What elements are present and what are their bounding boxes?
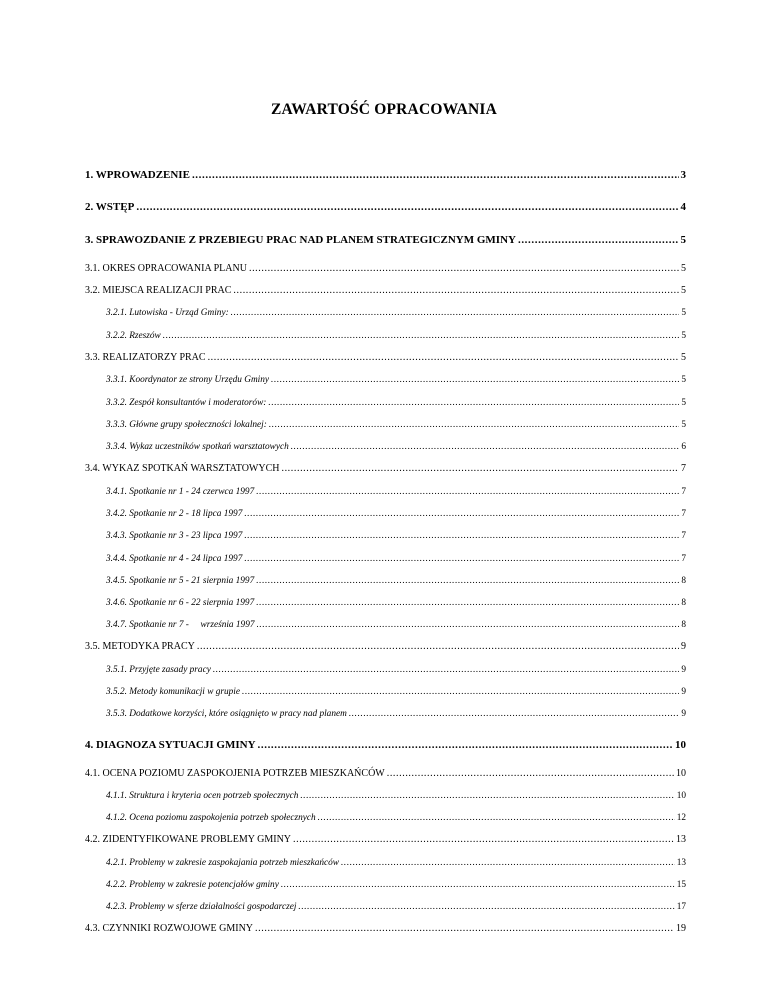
toc-entry-page: 4 bbox=[680, 201, 686, 213]
toc-entry-page: 13 bbox=[676, 858, 686, 868]
dot-leader bbox=[136, 200, 678, 214]
toc-entry-3-5-1[interactable] bbox=[106, 663, 686, 677]
dot-leader bbox=[269, 418, 679, 432]
toc-entry-3-4-1[interactable] bbox=[106, 485, 686, 499]
toc-entry-label: 4.1. OCENA POZIOMU ZASPOKOJENIA POTRZEB MIESZKAŃCÓW bbox=[85, 768, 385, 779]
dot-leader bbox=[231, 306, 680, 320]
dot-leader bbox=[387, 767, 674, 781]
toc-entry-page: 7 bbox=[681, 463, 686, 474]
toc-entry-label: 3.4.5. Spotkanie nr 5 - 21 sierpnia 1997 bbox=[106, 576, 255, 586]
toc-entry-3-4-7[interactable] bbox=[106, 618, 686, 632]
toc-entry-page: 8 bbox=[681, 598, 686, 608]
dot-leader bbox=[244, 552, 679, 566]
toc-entry-label: 3.1. OKRES OPRACOWANIA PLANU bbox=[85, 263, 247, 274]
dot-leader bbox=[256, 574, 679, 588]
toc-entry-label: 4.3. CZYNNIKI ROZWOJOWE GMINY bbox=[85, 923, 254, 934]
dot-leader bbox=[255, 922, 674, 936]
toc-entry-label: 3.2. MIEJSCA REALIZACJI PRAC bbox=[85, 285, 232, 296]
page-title: ZAWARTOŚĆ OPRACOWANIA bbox=[271, 101, 497, 118]
toc-entry-page: 7 bbox=[681, 531, 686, 541]
toc-entry-label: 3.4.3. Spotkanie nr 3 - 23 lipca 1997 bbox=[106, 531, 243, 541]
dot-leader bbox=[244, 529, 679, 543]
dot-leader bbox=[256, 485, 679, 499]
dot-leader bbox=[341, 856, 675, 870]
toc-entry-page: 15 bbox=[676, 880, 686, 890]
toc-entry-label: 3.5. METODYKA PRACY bbox=[85, 641, 195, 652]
toc-entry-1[interactable] bbox=[85, 168, 686, 182]
dot-leader bbox=[208, 351, 679, 365]
toc-entry-page: 6 bbox=[681, 442, 686, 452]
toc-entry-3-3-3[interactable] bbox=[106, 418, 686, 432]
dot-leader bbox=[518, 233, 679, 247]
dot-leader bbox=[233, 284, 679, 298]
toc-entry-3-5-2[interactable] bbox=[106, 685, 686, 699]
toc-entry-label: 3.3.4. Wykaz uczestników spotkań warsztatowych bbox=[106, 442, 289, 452]
toc-entry-label: 3.5.2. Metody komunikacji w grupie bbox=[106, 687, 241, 697]
toc-entry-3-3[interactable] bbox=[85, 351, 686, 365]
toc-entry-page: 5 bbox=[681, 308, 686, 318]
toc-entry-page: 3 bbox=[680, 169, 686, 181]
toc-entry-label: 3.2.2. Rzeszów bbox=[106, 331, 161, 341]
toc-entry-3-4-5[interactable] bbox=[106, 574, 686, 588]
toc-entry-label: 3.3.2. Zespół konsultantów i moderatorów: bbox=[106, 398, 267, 408]
toc-entry-3-3-2[interactable] bbox=[106, 396, 686, 410]
toc-entry-4-1[interactable] bbox=[85, 767, 686, 781]
toc-entry-page: 5 bbox=[681, 420, 686, 430]
toc-entry-label: 3.2.1. Lutowiska - Urząd Gminy: bbox=[106, 308, 229, 318]
dot-leader bbox=[242, 685, 679, 699]
toc-entry-4[interactable] bbox=[85, 738, 686, 752]
toc-entry-label: 3.3. REALIZATORZY PRAC bbox=[85, 352, 206, 363]
toc-entry-label: 3.4. WYKAZ SPOTKAŃ WARSZTATOWYCH bbox=[85, 463, 280, 474]
toc-entry-label: 3.5.1. Przyjęte zasady pracy bbox=[106, 665, 211, 675]
toc-entry-page: 7 bbox=[681, 509, 686, 519]
toc-entry-label: 3. SPRAWOZDANIE Z PRZEBIEGU PRAC NAD PLANEM STRATEGICZNYM GMINY bbox=[85, 234, 516, 246]
toc-entry-label: 3.3.1. Koordynator ze strony Urzędu Gminy bbox=[106, 375, 270, 385]
dot-leader bbox=[249, 262, 679, 276]
toc-entry-page: 5 bbox=[681, 352, 686, 363]
toc-entry-label: 1. WPROWADZENIE bbox=[85, 169, 190, 181]
toc-entry-page: 10 bbox=[676, 791, 686, 801]
dot-leader bbox=[349, 707, 680, 721]
toc-entry-4-3[interactable] bbox=[85, 922, 686, 936]
toc-entry-3-3-4[interactable] bbox=[106, 440, 686, 454]
dot-leader bbox=[300, 789, 674, 803]
dot-leader bbox=[318, 811, 675, 825]
toc-entry-label: 3.4.6. Spotkanie nr 6 - 22 sierpnia 1997 bbox=[106, 598, 255, 608]
toc-entry-page: 10 bbox=[675, 739, 686, 751]
toc-entry-page: 9 bbox=[681, 687, 686, 697]
dot-leader bbox=[256, 596, 679, 610]
toc-entry-3-4-3[interactable] bbox=[106, 529, 686, 543]
toc-entry-page: 7 bbox=[681, 554, 686, 564]
toc-entry-page: 7 bbox=[681, 487, 686, 497]
toc-entry-page: 8 bbox=[681, 576, 686, 586]
toc-entry-label: 3.4.7. Spotkanie nr 7 - września 1997 bbox=[106, 620, 255, 630]
toc-entry-page: 5 bbox=[681, 263, 686, 274]
dot-leader bbox=[197, 640, 679, 654]
dot-leader bbox=[298, 900, 674, 914]
toc-entry-page: 17 bbox=[676, 902, 686, 912]
toc-entry-label: 4.1.2. Ocena poziomu zaspokojenia potrzeb społecznych bbox=[106, 813, 316, 823]
toc-entry-page: 5 bbox=[681, 375, 686, 385]
toc-entry-page: 19 bbox=[676, 923, 686, 934]
toc-entry-page: 5 bbox=[681, 285, 686, 296]
toc-entry-page: 9 bbox=[681, 709, 686, 719]
dot-leader bbox=[163, 329, 680, 343]
toc-entry-page: 9 bbox=[681, 641, 686, 652]
toc-entry-label: 3.3.3. Główne grupy społeczności lokalnej: bbox=[106, 420, 267, 430]
toc-entry-3-4-2[interactable] bbox=[106, 507, 686, 521]
toc-entry-page: 5 bbox=[680, 234, 686, 246]
toc-entry-page: 5 bbox=[681, 331, 686, 341]
toc-entry-2[interactable] bbox=[85, 200, 686, 214]
toc-entry-3-5[interactable] bbox=[85, 640, 686, 654]
toc-entry-label: 3.4.1. Spotkanie nr 1 - 24 czerwca 1997 bbox=[106, 487, 255, 497]
toc-entry-4-2[interactable] bbox=[85, 833, 686, 847]
toc-entry-page: 10 bbox=[676, 768, 686, 779]
toc-entry-label: 4.2.2. Problemy w zakresie potencjałów gminy bbox=[106, 880, 279, 890]
dot-leader bbox=[268, 396, 679, 410]
toc-entry-4-2-2[interactable] bbox=[106, 878, 686, 892]
dot-leader bbox=[293, 833, 674, 847]
dot-leader bbox=[213, 663, 680, 677]
dot-leader bbox=[271, 373, 679, 387]
toc-entry-3[interactable] bbox=[85, 233, 686, 247]
dot-leader bbox=[281, 462, 679, 476]
toc-entry-4-2-3[interactable] bbox=[106, 900, 686, 914]
toc-entry-3-3-1[interactable] bbox=[106, 373, 686, 387]
toc-entry-3-2[interactable] bbox=[85, 284, 686, 298]
toc-entry-page: 8 bbox=[681, 620, 686, 630]
toc-entry-label: 3.5.3. Dodatkowe korzyści, które osiągnięto w pracy nad planem bbox=[106, 709, 347, 719]
dot-leader bbox=[244, 507, 679, 521]
toc-entry-3-4-6[interactable] bbox=[106, 596, 686, 610]
toc-entry-page: 5 bbox=[681, 398, 686, 408]
dot-leader bbox=[281, 878, 675, 892]
dot-leader bbox=[291, 440, 680, 454]
toc-entry-3-4-4[interactable] bbox=[106, 552, 686, 566]
toc-entry-3-5-3[interactable] bbox=[106, 707, 686, 721]
dot-leader bbox=[257, 618, 680, 632]
toc-entry-4-2-1[interactable] bbox=[106, 856, 686, 870]
toc-entry-page: 13 bbox=[676, 834, 686, 845]
toc-entry-label: 4.1.1. Struktura i kryteria ocen potrzeb społecznych bbox=[106, 791, 299, 801]
toc-entry-label: 4. DIAGNOZA SYTUACJI GMINY bbox=[85, 739, 256, 751]
toc-entry-label: 4.2.1. Problemy w zakresie zaspokajania potrzeb mieszkańców bbox=[106, 858, 339, 868]
toc-entry-label: 2. WSTĘP bbox=[85, 201, 135, 213]
toc-entry-page: 12 bbox=[676, 813, 686, 823]
toc-entry-label: 4.2. ZIDENTYFIKOWANE PROBLEMY GMINY bbox=[85, 834, 292, 845]
toc-entry-4-1-2[interactable] bbox=[106, 811, 686, 825]
toc-entry-4-1-1[interactable] bbox=[106, 789, 686, 803]
toc-entry-3-1[interactable] bbox=[85, 262, 686, 276]
toc-entry-3-2-1[interactable] bbox=[106, 306, 686, 320]
toc-entry-label: 4.2.3. Problemy w sferze działalności gospodarczej bbox=[106, 902, 297, 912]
dot-leader bbox=[258, 738, 673, 752]
toc-entry-3-4[interactable] bbox=[85, 462, 686, 476]
toc-entry-3-2-2[interactable] bbox=[106, 329, 686, 343]
toc-entry-label: 3.4.4. Spotkanie nr 4 - 24 lipca 1997 bbox=[106, 554, 243, 564]
toc-entry-label: 3.4.2. Spotkanie nr 2 - 18 lipca 1997 bbox=[106, 509, 243, 519]
toc-entry-page: 9 bbox=[681, 665, 686, 675]
dot-leader bbox=[192, 168, 679, 182]
